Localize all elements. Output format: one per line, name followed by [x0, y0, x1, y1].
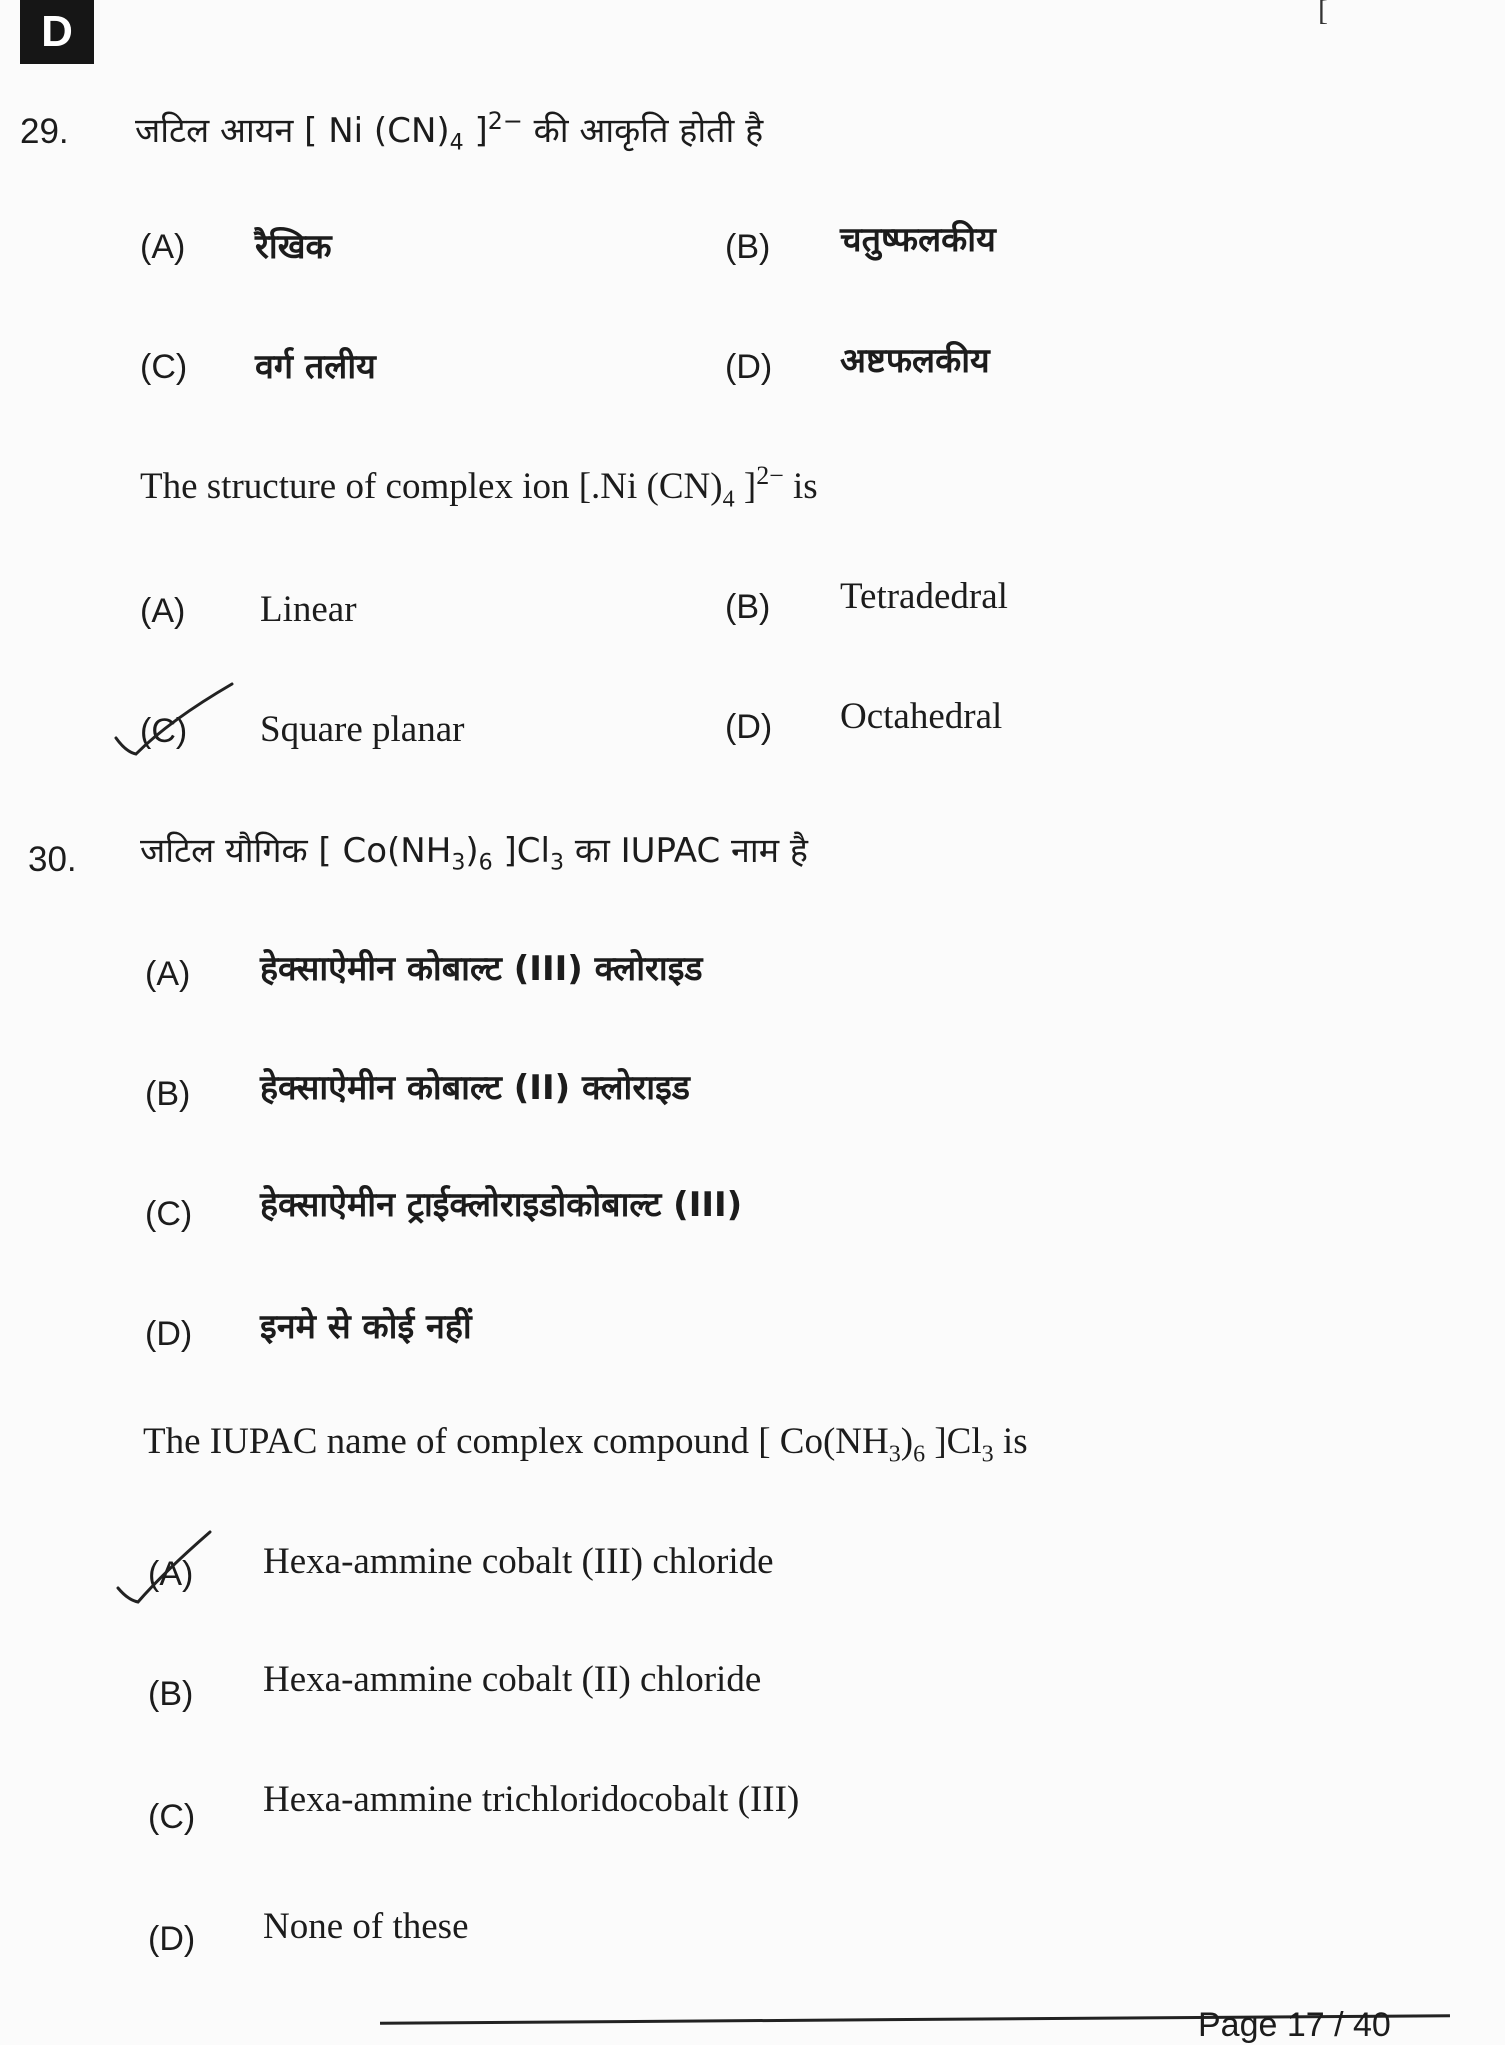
q30-hi-option-text-c: हेक्साऐमीन ट्राईक्लोराइडोकोबाल्ट (III) [260, 1185, 743, 1225]
q30-hi-option-letter-c: (C) [145, 1195, 193, 1233]
q30-hi-option-letter-d: (D) [145, 1315, 193, 1353]
question-30-number: 30. [28, 840, 77, 879]
q30-hi-option-letter-a: (A) [145, 955, 191, 993]
q29-en-option-text-c: Square planar [260, 709, 465, 750]
q30-hi-option-letter-b: (B) [145, 1075, 191, 1113]
corner-mark: [ [1318, 0, 1328, 27]
q30-hi-option-text-a: हेक्साऐमीन कोबाल्ट (III) क्लोराइड [260, 949, 703, 989]
question-29-stem-english: The structure of complex ion [.Ni $(CN)_4$ ]$^{2-}$ is [140, 460, 818, 513]
q30-en-option-text-d: None of these [263, 1906, 469, 1947]
q29-hi-option-text-a: रैखिक [255, 227, 332, 267]
q30-en-option-text-a: Hexa-ammine cobalt (III) chloride [263, 1541, 774, 1582]
q29-en-option-text-d: Octahedral [840, 696, 1003, 737]
q30-en-option-letter-c: (C) [148, 1798, 196, 1836]
question-30-stem-english: The IUPAC name of complex compound [ $Co(NH_3)_6$ ]$Cl_3$ is [143, 1421, 1028, 1468]
question-29-stem-hindi: जटिल आयन [ Ni $(CN)_4$ ]$^{2-}$ की आकृति होती है [135, 106, 764, 156]
q30-en-option-text-b: Hexa-ammine cobalt (II) chloride [263, 1659, 762, 1700]
q30-en-option-letter-b: (B) [148, 1675, 194, 1713]
q29-hi-option-text-d: अष्टफलकीय [840, 341, 990, 381]
q29-hi-option-letter-b: (B) [725, 228, 771, 266]
q29-en-option-letter-d: (D) [725, 708, 773, 746]
question-29-number: 29. [20, 112, 69, 151]
q30-hi-option-text-b: हेक्साऐमीन कोबाल्ट (II) क्लोराइड [260, 1068, 690, 1108]
page-number: Page 17 / 40 [1198, 2006, 1391, 2044]
q29-en-option-letter-c: (C) [140, 712, 188, 750]
q29-hi-option-text-c: वर्ग तलीय [255, 347, 376, 387]
q30-hi-option-text-d: इनमे से कोई नहीं [260, 1307, 472, 1347]
q29-hi-option-letter-d: (D) [725, 348, 773, 386]
q29-hi-option-letter-a: (A) [140, 228, 186, 266]
q30-en-option-letter-d: (D) [148, 1920, 196, 1958]
q29-en-option-text-b: Tetradedral [840, 576, 1008, 617]
checkmark-icon [110, 680, 240, 760]
q29-hi-option-letter-c: (C) [140, 348, 188, 386]
q29-en-option-letter-b: (B) [725, 588, 771, 626]
q30-en-option-text-c: Hexa-ammine trichloridocobalt (III) [263, 1779, 800, 1820]
q30-en-option-letter-a: (A) [148, 1555, 194, 1593]
question-30-stem-hindi: जटिल यौगिक [ $Co(NH_3)_6$ ]$Cl_3$ का IUPAC नाम है [140, 831, 808, 876]
section-badge: D [20, 0, 94, 64]
checkmark-icon [112, 1528, 222, 1618]
q29-en-option-text-a: Linear [260, 589, 357, 630]
q29-en-option-letter-a: (A) [140, 592, 186, 630]
q29-hi-option-text-b: चतुष्फलकीय [840, 220, 996, 260]
